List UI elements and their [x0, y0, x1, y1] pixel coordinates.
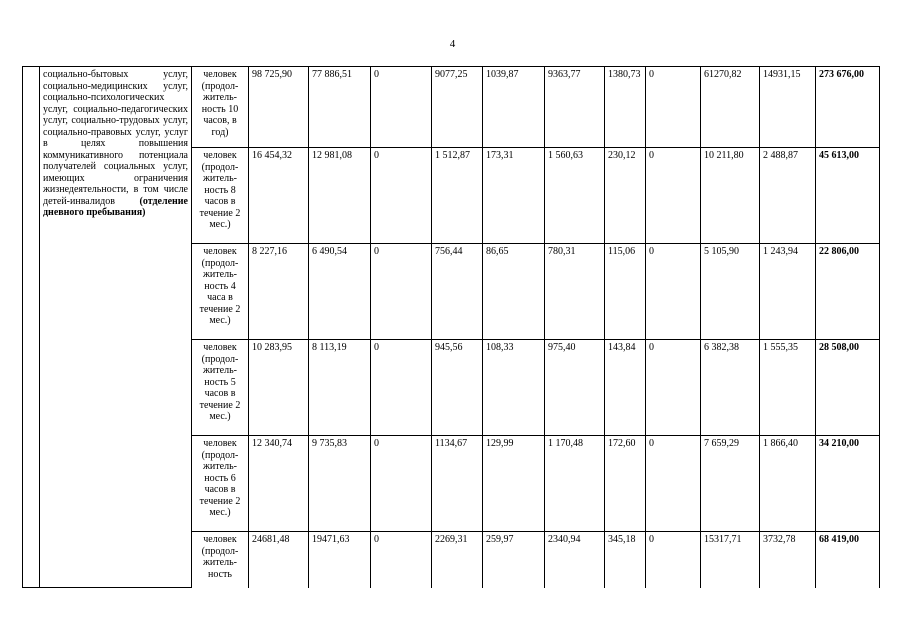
value-cell: 0 [646, 532, 701, 588]
value-cell: 10 211,80 [701, 148, 760, 244]
value-cell: 0 [371, 148, 432, 244]
value-cell: 0 [371, 244, 432, 340]
value-cell: 108,33 [483, 340, 545, 436]
total-cell: 28 508,00 [816, 340, 880, 436]
value-cell: 2340,94 [545, 532, 605, 588]
value-cell: 1 170,48 [545, 436, 605, 532]
value-cell: 945,56 [432, 340, 483, 436]
service-department: (отделение дневного пребывания) [43, 195, 188, 218]
value-cell: 6 490,54 [309, 244, 371, 340]
value-cell: 14931,15 [760, 67, 816, 148]
value-cell: 345,18 [605, 532, 646, 588]
total-cell: 68 419,00 [816, 532, 880, 588]
table-row [23, 67, 880, 148]
row-number-cell [23, 67, 40, 588]
page-number: 4 [449, 38, 456, 50]
value-cell: 12 340,74 [249, 436, 309, 532]
value-cell: 6 382,38 [701, 340, 760, 436]
unit-cell: человек (продол-житель-ность 4 часа в течение 2 мес.) [192, 244, 249, 340]
value-cell: 1134,67 [432, 436, 483, 532]
value-cell: 19471,63 [309, 532, 371, 588]
value-cell: 1 243,94 [760, 244, 816, 340]
value-cell: 259,97 [483, 532, 545, 588]
value-cell: 24681,48 [249, 532, 309, 588]
value-cell: 9077,25 [432, 67, 483, 148]
value-cell: 2 488,87 [760, 148, 816, 244]
cost-table [22, 66, 880, 588]
value-cell: 780,31 [545, 244, 605, 340]
value-cell: 1380,73 [605, 67, 646, 148]
value-cell: 1 512,87 [432, 148, 483, 244]
value-cell: 0 [371, 340, 432, 436]
value-cell: 0 [371, 436, 432, 532]
value-cell: 172,60 [605, 436, 646, 532]
value-cell: 61270,82 [701, 67, 760, 148]
value-cell: 98 725,90 [249, 67, 309, 148]
table-body [23, 67, 880, 588]
value-cell: 0 [646, 244, 701, 340]
value-cell: 975,40 [545, 340, 605, 436]
value-cell: 0 [646, 436, 701, 532]
total-cell: 34 210,00 [816, 436, 880, 532]
unit-cell: человек (продол-житель-ность [192, 532, 249, 588]
value-cell: 0 [646, 67, 701, 148]
value-cell: 8 227,16 [249, 244, 309, 340]
service-description: социально-бытовых услуг, социально-медицинских услуг, социально-психологических услуг, социально-педагогических услуг, социально-трудовых услуг, социально-правовых услуг, услуг в целях повышения коммуникативного потенциала получателей социальных услуг, имеющих ограничения жизнедеятельности, в том числе детей-инвалидов [43, 69, 188, 207]
unit-cell: человек (продол-житель-ность 5 часов в течение 2 мес.) [192, 340, 249, 436]
value-cell: 173,31 [483, 148, 545, 244]
value-cell: 16 454,32 [249, 148, 309, 244]
value-cell: 77 886,51 [309, 67, 371, 148]
value-cell: 8 113,19 [309, 340, 371, 436]
unit-cell: человек (продол-житель-ность 8 часов в течение 2 мес.) [192, 148, 249, 244]
value-cell: 230,12 [605, 148, 646, 244]
value-cell: 115,06 [605, 244, 646, 340]
total-cell: 22 806,00 [816, 244, 880, 340]
value-cell: 9363,77 [545, 67, 605, 148]
value-cell: 756,44 [432, 244, 483, 340]
unit-cell: человек (продол-житель-ность 10 часов, в год) [192, 67, 249, 148]
unit-cell: человек (продол-житель-ность 6 часов в течение 2 мес.) [192, 436, 249, 532]
service-description-cell [40, 67, 192, 588]
value-cell: 1 560,63 [545, 148, 605, 244]
value-cell: 0 [371, 532, 432, 588]
value-cell: 129,99 [483, 436, 545, 532]
total-cell: 45 613,00 [816, 148, 880, 244]
value-cell: 0 [371, 67, 432, 148]
value-cell: 12 981,08 [309, 148, 371, 244]
value-cell: 1 555,35 [760, 340, 816, 436]
value-cell: 0 [646, 340, 701, 436]
value-cell: 10 283,95 [249, 340, 309, 436]
value-cell: 1039,87 [483, 67, 545, 148]
value-cell: 86,65 [483, 244, 545, 340]
value-cell: 5 105,90 [701, 244, 760, 340]
value-cell: 3732,78 [760, 532, 816, 588]
value-cell: 2269,31 [432, 532, 483, 588]
total-cell: 273 676,00 [816, 67, 880, 148]
value-cell: 1 866,40 [760, 436, 816, 532]
value-cell: 0 [646, 148, 701, 244]
value-cell: 9 735,83 [309, 436, 371, 532]
value-cell: 7 659,29 [701, 436, 760, 532]
value-cell: 143,84 [605, 340, 646, 436]
value-cell: 15317,71 [701, 532, 760, 588]
